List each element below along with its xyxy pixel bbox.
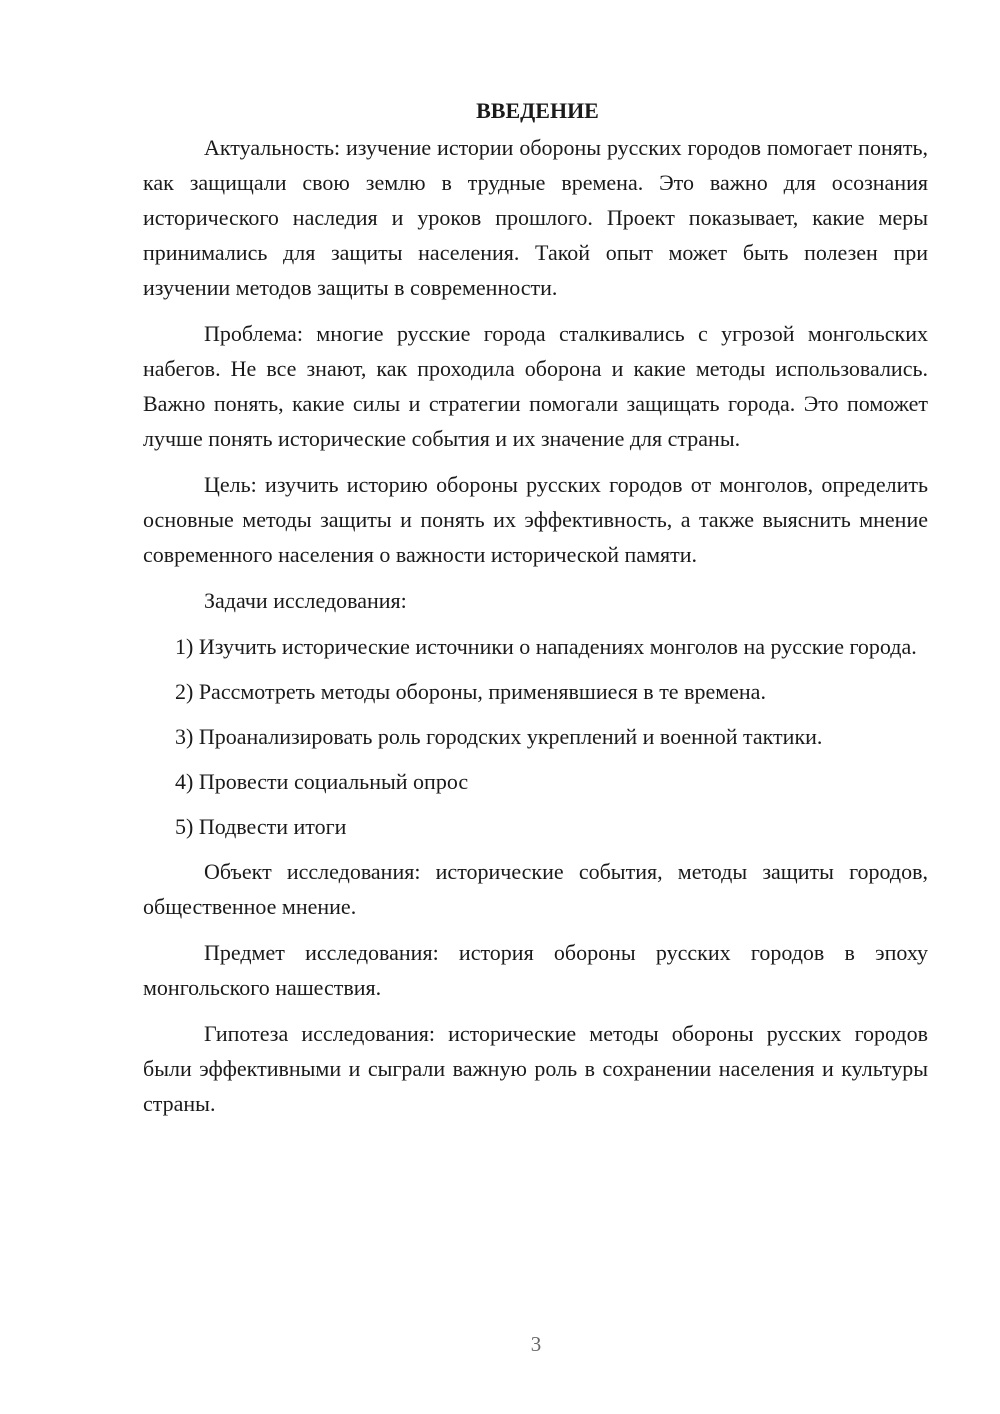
section-heading: ВВЕДЕНИЕ	[476, 98, 599, 123]
task-item-1: 1) Изучить исторические источники о нападениях монголов на русские города.	[175, 634, 917, 659]
task-item-2: 2) Рассмотреть методы обороны, применявшиеся в те времена.	[175, 679, 766, 704]
task-item-3: 3) Проанализировать роль городских укреплений и военной тактики.	[175, 724, 823, 749]
task-item-4: 4) Провести социальный опрос	[175, 769, 469, 794]
subject-paragraph: Предмет исследования: история обороны русских городов в эпоху монгольского нашествия.	[143, 940, 928, 1000]
relevance-paragraph: Актуальность: изучение истории обороны русских городов помогает понять, как защищали свою землю в трудные времена. Это важно для осознания исторического наследия и уроков прошлого. Проект показывает, какие меры принимались для защиты населения. Такой опыт может быть полезен при изучении методов защиты в современности.	[143, 135, 928, 300]
object-paragraph: Объект исследования: исторические события, методы защиты городов, общественное мнение.	[143, 859, 928, 919]
hypothesis-paragraph: Гипотеза исследования: исторические методы обороны русских городов были эффективными и сыграли важную роль в сохранении населения и культуры страны.	[143, 1021, 928, 1116]
tasks-list	[143, 629, 928, 844]
goal-paragraph: Цель: изучить историю обороны русских городов от монголов, определить основные методы защиты и понять их эффективность, а также выяснить мнение современного населения о важности исторической памяти.	[143, 472, 928, 567]
document-body	[143, 94, 928, 1132]
problem-paragraph: Проблема: многие русские города сталкивались с угрозой монгольских набегов. Не все знают, как проходила оборона и какие методы использовались. Важно понять, какие силы и стратегии помогали защищать города. Это поможет лучше понять исторические события и их значение для страны.	[143, 321, 928, 451]
task-item-5: 5) Подвести итоги	[175, 814, 347, 839]
tasks-title: Задачи исследования:	[204, 588, 407, 613]
page-number: 3	[530, 1332, 542, 1356]
